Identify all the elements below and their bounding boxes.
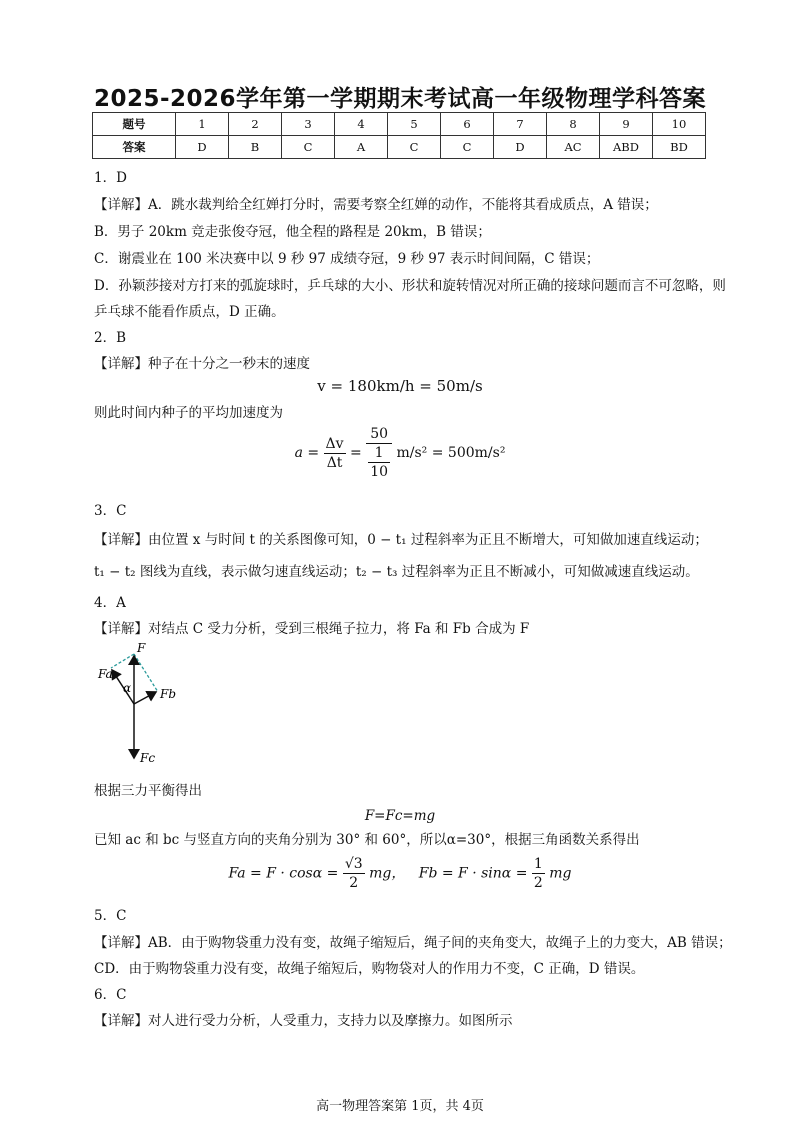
table-cell: 1 (176, 113, 229, 136)
q1-line: C．谢震业在 100 米决赛中以 9 秒 97 成绩夺冠，9 秒 97 表示时间间隔，C 错误； (94, 251, 600, 267)
force-arrow-Fb (134, 692, 156, 704)
table-cell: D (494, 136, 547, 159)
numerator: Δv (325, 435, 344, 452)
table-cell: BD (653, 136, 706, 159)
table-cell: 9 (600, 113, 653, 136)
label-Fc: Fc (140, 751, 156, 765)
table-cell: 7 (494, 113, 547, 136)
q4-line: 【详解】对结点 C 受力分析，受到三根绳子拉力，将 Fa 和 Fb 合成为 F (94, 621, 530, 637)
q5-heading: 5．C (94, 908, 127, 924)
numerator: √3 (344, 856, 363, 872)
denominator (366, 444, 392, 481)
table-cell: 2 (229, 113, 282, 136)
q1-heading: 1．D (94, 170, 127, 186)
q2-line: 则此时间内种子的平均加速度为 (94, 405, 283, 421)
q4-line: 已知 ac 和 bc 与竖直方向的夹角分别为 30° 和 60°，所以α=30°，根据三角函数关系得出 (94, 832, 640, 848)
q6-heading: 6．C (94, 987, 127, 1003)
q3-heading: 3．C (94, 503, 127, 519)
table-cell: ABD (600, 136, 653, 159)
dashed-line (111, 654, 134, 668)
table-row-answers (93, 136, 706, 159)
numerator: 50 (366, 425, 392, 444)
table-cell: AC (547, 136, 600, 159)
table-cell: A (335, 136, 388, 159)
answer-table (92, 112, 706, 159)
q2-line: 【详解】种子在十分之一秒末的速度 (94, 356, 310, 372)
q3-line: 【详解】由位置 x 与时间 t 的关系图像可知，0 − t₁ 过程斜率为正且不断增大，可知做加速直线运动； (94, 532, 708, 548)
fraction (324, 435, 346, 472)
table-cell: 6 (441, 113, 494, 136)
q1-line: 【详解】A．跳水裁判给全红婵打分时，需要考察全红婵的动作，不能将其看成质点，A 错误； (94, 197, 658, 213)
label-alpha: α (123, 681, 132, 695)
table-row-numbers (93, 113, 706, 136)
fraction (368, 444, 390, 481)
q1-line: B．男子 20km 竞走张俊夺冠，他全程的路程是 20km，B 错误； (94, 224, 491, 240)
force-diagram (94, 640, 204, 770)
table-cell: 4 (335, 113, 388, 136)
table-cell: C (282, 136, 335, 159)
table-cell: 5 (388, 113, 441, 136)
page-title: 2025-2026学年第一学期期末考试高一年级物理学科答案 (93, 86, 707, 112)
dashed-line (134, 654, 158, 692)
eq-part: mg， (369, 865, 406, 882)
q4-line: 根据三力平衡得出 (94, 783, 202, 799)
fraction (366, 425, 392, 481)
denominator: 2 (349, 875, 359, 891)
q3-line: t₁ − t₂ 图线为直线，表示做匀速直线运动；t₂ − t₃ 过程斜率为正且不断减小，可知做减速直线运动。 (94, 564, 699, 580)
answer-label: 答案 (93, 136, 176, 159)
table-cell: 3 (282, 113, 335, 136)
numerator: 1 (533, 856, 543, 872)
label-F: F (137, 641, 146, 655)
table-cell: 10 (653, 113, 706, 136)
q1-line: D．孙颖莎接对方打来的弧旋球时，乒乓球的大小、形状和旋转情况对所正确的接球问题而言不可忽略，则 (94, 278, 726, 294)
q4-balance-equation: F=Fc=mg (364, 808, 436, 824)
numerator: 1 (368, 444, 390, 463)
q4-trig-equation (0, 855, 800, 892)
q5-line: 【详解】AB．由于购物袋重力没有变，故绳子缩短后，绳子间的夹角变大，故绳子上的力变大，AB 错误； (94, 935, 732, 951)
denominator: 2 (533, 875, 543, 891)
page-footer: 高一物理答案第 1页，共 4页 (316, 1099, 484, 1114)
label-Fa: Fa (98, 667, 113, 681)
eq-part: Fb = F · sinα = (418, 865, 528, 882)
fraction (343, 855, 365, 892)
eq-part: mg (549, 865, 572, 882)
label-Fb: Fb (160, 687, 177, 701)
q2-acceleration-equation: a = $\frac{\Delta v}{\Delta t}$ = $\frac{50}{\frac{1}{10}}$ m/s² = 500m/s² (294, 426, 506, 480)
q4-heading: 4．A (94, 595, 126, 611)
q2-heading: 2．B (94, 330, 127, 346)
eq-part: Fa = F · cosα = (228, 865, 339, 882)
q1-line: 乒乓球不能看作质点，D 正确。 (94, 304, 285, 320)
table-cell: B (229, 136, 282, 159)
q2-velocity-equation: v = 180km/h = 50m/s (317, 377, 483, 395)
denominator: Δt (326, 454, 343, 471)
q6-line: 【详解】对人进行受力分析，人受重力，支持力以及摩擦力。如图所示 (94, 1013, 513, 1029)
row-label: 题号 (93, 113, 176, 136)
eq-unit: m/s² = 500m/s² (396, 445, 506, 461)
q5-line: CD．由于购物袋重力没有变，故绳子缩短后，购物袋对人的作用力不变，C 正确，D 错误。 (94, 961, 645, 977)
table-cell: 8 (547, 113, 600, 136)
eq-lhs: a = (294, 445, 320, 461)
table-cell: C (388, 136, 441, 159)
table-cell: D (176, 136, 229, 159)
table-cell: C (441, 136, 494, 159)
fraction (532, 855, 545, 892)
denominator: 10 (370, 464, 389, 480)
